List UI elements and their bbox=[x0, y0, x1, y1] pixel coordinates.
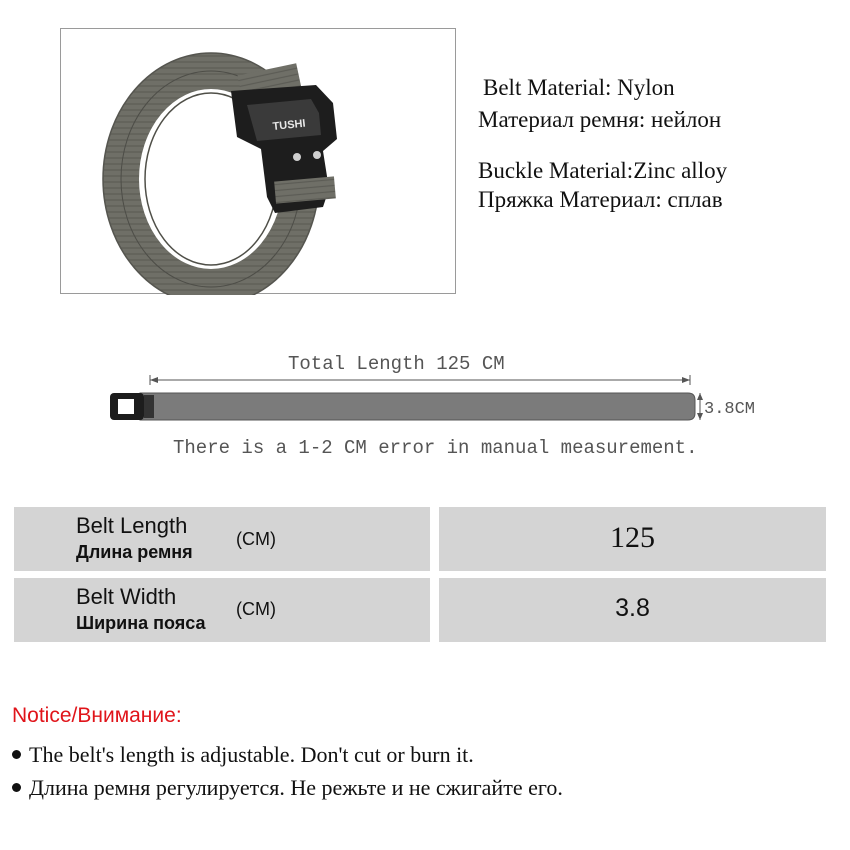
spec-label-en: Belt Width bbox=[76, 584, 177, 609]
notice-item bbox=[12, 742, 474, 768]
buckle-graphic bbox=[231, 85, 337, 213]
buckle-material-en: Buckle Material:Zinc alloy bbox=[478, 158, 728, 183]
table-row-label bbox=[14, 578, 430, 642]
table-row-label bbox=[14, 507, 430, 571]
spec-label-en: Belt Length bbox=[76, 513, 188, 538]
belt-width-label: 3.8CM bbox=[704, 400, 756, 419]
total-length-label: Total Length 125 CM bbox=[288, 353, 505, 375]
belt-photo-image bbox=[61, 29, 457, 295]
notice-title: Notice/Внимание: bbox=[12, 704, 182, 727]
bullet-icon bbox=[12, 783, 21, 792]
belt-measurement-diagram bbox=[40, 305, 770, 465]
spec-value: 3.8 bbox=[615, 594, 650, 622]
spec-unit: (CM) bbox=[236, 529, 276, 549]
table-row-value bbox=[439, 578, 826, 642]
belt-material-en: Belt Material: Nylon bbox=[483, 75, 675, 100]
bullet-icon bbox=[12, 750, 21, 759]
spec-value: 125 bbox=[610, 521, 655, 554]
notice-item bbox=[12, 775, 563, 801]
product-photo-frame bbox=[60, 28, 456, 294]
measurement-error-note: There is a 1-2 CM error in manual measurement. bbox=[173, 437, 698, 459]
belt-material-ru: Материал ремня: нейлон bbox=[478, 107, 722, 132]
spec-unit: (CM) bbox=[236, 599, 276, 619]
table-row-value bbox=[439, 507, 826, 571]
spec-label-ru: Длина ремня bbox=[76, 542, 193, 562]
spec-label-ru: Ширина пояса bbox=[76, 613, 206, 633]
notice-item-text: The belt's length is adjustable. Don't cut or burn it. bbox=[29, 742, 474, 767]
buckle-brand-text: TUSHI bbox=[272, 117, 307, 133]
notice-item-text: Длина ремня регулируется. Не режьте и не сжигайте его. bbox=[29, 775, 563, 800]
buckle-material-ru: Пряжка Материал: сплав bbox=[478, 187, 723, 212]
